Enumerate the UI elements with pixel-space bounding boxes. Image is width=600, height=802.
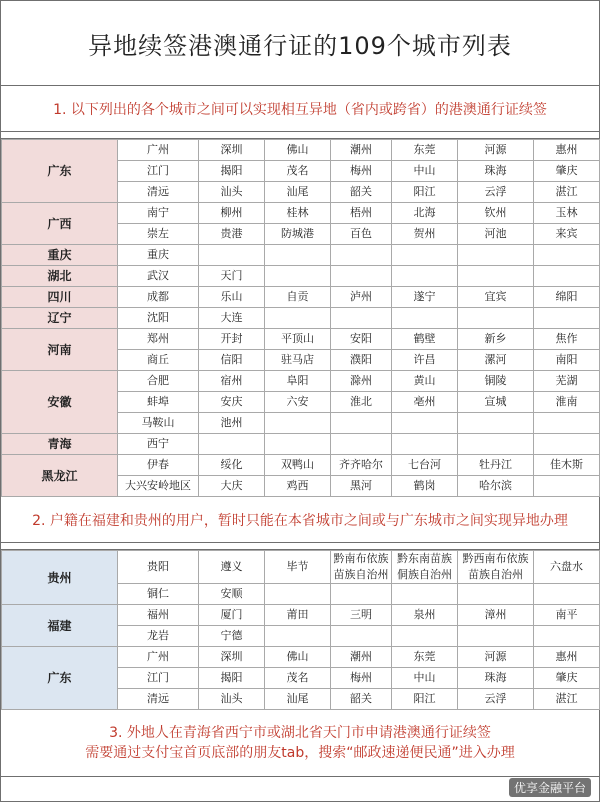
city-cell — [331, 584, 392, 605]
city-cell: 宣城 — [458, 392, 534, 413]
page-title: 异地续签港澳通行证的109个城市列表 — [1, 1, 599, 86]
city-cell: 大连 — [199, 308, 265, 329]
city-cell — [458, 626, 534, 647]
city-cell: 中山 — [392, 161, 458, 182]
city-cell: 汕头 — [199, 689, 265, 710]
city-cell — [331, 434, 392, 455]
city-cell: 柳州 — [199, 203, 265, 224]
city-cell: 宁德 — [199, 626, 265, 647]
city-cell: 佳木斯 — [534, 455, 600, 476]
city-cell — [534, 626, 600, 647]
city-cell: 东莞 — [392, 140, 458, 161]
table-row — [2, 551, 600, 584]
city-cell: 沈阳 — [118, 308, 199, 329]
city-cell: 蚌埠 — [118, 392, 199, 413]
city-cell — [458, 584, 534, 605]
city-cell: 伊春 — [118, 455, 199, 476]
city-cell: 重庆 — [118, 245, 199, 266]
city-cell: 佛山 — [265, 140, 331, 161]
city-cell: 池州 — [199, 413, 265, 434]
city-cell: 桂林 — [265, 203, 331, 224]
city-cell — [458, 434, 534, 455]
city-cell: 商丘 — [118, 350, 199, 371]
city-cell: 百色 — [331, 224, 392, 245]
city-cell: 鹤岗 — [392, 476, 458, 497]
city-cell: 福州 — [118, 605, 199, 626]
city-cell: 云浮 — [458, 689, 534, 710]
city-cell — [458, 413, 534, 434]
city-cell: 贺州 — [392, 224, 458, 245]
city-cell: 濮阳 — [331, 350, 392, 371]
table-row — [2, 266, 600, 287]
table-row — [2, 434, 600, 455]
table-row — [2, 245, 600, 266]
city-cell — [392, 266, 458, 287]
section-2-heading: 2. 户籍在福建和贵州的用户，暂时只能在本省城市之间或与广东城市之间实现异地办理 — [1, 497, 599, 543]
province-label: 广西 — [2, 203, 118, 245]
city-cell: 武汉 — [118, 266, 199, 287]
province-label: 广东 — [2, 647, 118, 710]
city-cell: 安顺 — [199, 584, 265, 605]
city-cell: 贵阳 — [118, 551, 199, 584]
city-cell: 西宁 — [118, 434, 199, 455]
city-cell: 玉林 — [534, 203, 600, 224]
province-label: 贵州 — [2, 551, 118, 605]
city-cell: 滁州 — [331, 371, 392, 392]
city-cell — [458, 308, 534, 329]
section-3-line-1: 3. 外地人在青海省西宁市或湖北省天门市申请港澳通行证续签 — [109, 725, 491, 741]
table-row — [2, 455, 600, 476]
city-cell — [265, 434, 331, 455]
table-row — [2, 329, 600, 350]
city-cell: 黔西南布依族苗族自治州 — [458, 551, 534, 584]
city-cell: 安庆 — [199, 392, 265, 413]
table-row — [2, 605, 600, 626]
city-cell: 双鸭山 — [265, 455, 331, 476]
city-table-1 — [1, 139, 600, 497]
city-cell — [458, 245, 534, 266]
city-cell: 三明 — [331, 605, 392, 626]
city-cell: 湛江 — [534, 182, 600, 203]
city-cell — [392, 626, 458, 647]
city-cell — [534, 434, 600, 455]
city-cell: 广州 — [118, 140, 199, 161]
city-cell: 合肥 — [118, 371, 199, 392]
city-cell: 北海 — [392, 203, 458, 224]
city-cell — [534, 245, 600, 266]
city-cell — [534, 584, 600, 605]
city-cell — [534, 308, 600, 329]
city-cell: 郑州 — [118, 329, 199, 350]
city-cell — [265, 584, 331, 605]
city-cell: 阳江 — [392, 182, 458, 203]
province-label: 福建 — [2, 605, 118, 647]
section-3-heading — [1, 710, 599, 777]
city-cell — [331, 245, 392, 266]
city-cell: 黔南布依族苗族自治州 — [331, 551, 392, 584]
city-cell — [534, 413, 600, 434]
city-cell: 清远 — [118, 689, 199, 710]
city-cell: 来宾 — [534, 224, 600, 245]
city-cell: 漯河 — [458, 350, 534, 371]
city-cell: 开封 — [199, 329, 265, 350]
city-cell: 淮南 — [534, 392, 600, 413]
city-cell: 铜仁 — [118, 584, 199, 605]
city-cell — [534, 476, 600, 497]
city-cell — [392, 245, 458, 266]
city-cell: 惠州 — [534, 140, 600, 161]
city-cell: 厦门 — [199, 605, 265, 626]
city-cell: 牡丹江 — [458, 455, 534, 476]
table-row — [2, 308, 600, 329]
city-cell: 自贡 — [265, 287, 331, 308]
city-cell — [534, 266, 600, 287]
city-cell: 许昌 — [392, 350, 458, 371]
city-cell: 揭阳 — [199, 161, 265, 182]
city-cell: 泉州 — [392, 605, 458, 626]
city-cell: 佛山 — [265, 647, 331, 668]
city-cell: 韶关 — [331, 182, 392, 203]
city-cell: 河源 — [458, 647, 534, 668]
province-label: 辽宁 — [2, 308, 118, 329]
city-table-2 — [1, 550, 600, 710]
city-cell: 梅州 — [331, 668, 392, 689]
city-cell: 绥化 — [199, 455, 265, 476]
city-cell: 湛江 — [534, 689, 600, 710]
city-cell: 江门 — [118, 668, 199, 689]
city-cell: 汕尾 — [265, 182, 331, 203]
province-label: 青海 — [2, 434, 118, 455]
city-cell: 揭阳 — [199, 668, 265, 689]
section-1-heading: 1. 以下列出的各个城市之间可以实现相互异地（省内或跨省）的港澳通行证续签 — [1, 86, 599, 132]
city-cell: 遵义 — [199, 551, 265, 584]
city-cell: 东莞 — [392, 647, 458, 668]
city-cell: 大兴安岭地区 — [118, 476, 199, 497]
table-row — [2, 647, 600, 668]
city-cell — [331, 626, 392, 647]
city-cell — [458, 266, 534, 287]
city-cell — [265, 266, 331, 287]
province-label: 四川 — [2, 287, 118, 308]
spacer — [1, 543, 599, 550]
city-cell — [392, 413, 458, 434]
city-cell: 云浮 — [458, 182, 534, 203]
city-cell: 中山 — [392, 668, 458, 689]
city-cell: 乐山 — [199, 287, 265, 308]
city-cell: 南平 — [534, 605, 600, 626]
city-cell: 防城港 — [265, 224, 331, 245]
city-cell — [331, 308, 392, 329]
city-cell: 深圳 — [199, 647, 265, 668]
city-cell: 遂宁 — [392, 287, 458, 308]
city-cell: 广州 — [118, 647, 199, 668]
city-cell: 崇左 — [118, 224, 199, 245]
section-3-line-2: 需要通过支付宝首页底部的朋友tab，搜索“邮政速递便民通”进入办理 — [85, 745, 515, 761]
city-cell: 潮州 — [331, 647, 392, 668]
city-cell — [392, 434, 458, 455]
city-cell: 河源 — [458, 140, 534, 161]
city-cell: 肇庆 — [534, 668, 600, 689]
city-cell: 漳州 — [458, 605, 534, 626]
city-cell: 韶关 — [331, 689, 392, 710]
city-cell: 齐齐哈尔 — [331, 455, 392, 476]
city-cell: 鹤壁 — [392, 329, 458, 350]
city-cell: 马鞍山 — [118, 413, 199, 434]
city-cell: 深圳 — [199, 140, 265, 161]
city-cell: 南阳 — [534, 350, 600, 371]
city-cell: 绵阳 — [534, 287, 600, 308]
city-cell — [199, 434, 265, 455]
city-cell: 阳江 — [392, 689, 458, 710]
province-label: 湖北 — [2, 266, 118, 287]
city-cell: 大庆 — [199, 476, 265, 497]
city-cell: 焦作 — [534, 329, 600, 350]
city-cell: 泸州 — [331, 287, 392, 308]
city-cell: 惠州 — [534, 647, 600, 668]
city-cell: 平顶山 — [265, 329, 331, 350]
city-cell: 潮州 — [331, 140, 392, 161]
city-cell: 茂名 — [265, 161, 331, 182]
city-cell: 淮北 — [331, 392, 392, 413]
province-label: 河南 — [2, 329, 118, 371]
city-cell: 肇庆 — [534, 161, 600, 182]
city-cell — [392, 308, 458, 329]
city-cell: 鸡西 — [265, 476, 331, 497]
city-cell — [265, 308, 331, 329]
city-cell: 六盘水 — [534, 551, 600, 584]
province-label: 广东 — [2, 140, 118, 203]
city-cell — [331, 266, 392, 287]
spacer — [1, 132, 599, 139]
city-cell: 亳州 — [392, 392, 458, 413]
watermark: 优享金融平台 — [509, 778, 591, 797]
city-cell: 黔东南苗族侗族自治州 — [392, 551, 458, 584]
city-cell — [331, 413, 392, 434]
city-cell — [199, 245, 265, 266]
city-cell: 河池 — [458, 224, 534, 245]
city-cell: 龙岩 — [118, 626, 199, 647]
city-cell — [265, 626, 331, 647]
city-cell: 哈尔滨 — [458, 476, 534, 497]
city-cell — [265, 245, 331, 266]
city-cell: 六安 — [265, 392, 331, 413]
city-cell: 贵港 — [199, 224, 265, 245]
city-cell: 清远 — [118, 182, 199, 203]
city-cell: 天门 — [199, 266, 265, 287]
city-cell: 宜宾 — [458, 287, 534, 308]
city-cell: 毕节 — [265, 551, 331, 584]
province-label: 黑龙江 — [2, 455, 118, 497]
province-label: 重庆 — [2, 245, 118, 266]
city-cell: 莆田 — [265, 605, 331, 626]
city-cell: 钦州 — [458, 203, 534, 224]
city-cell: 新乡 — [458, 329, 534, 350]
table-row — [2, 140, 600, 161]
city-cell: 茂名 — [265, 668, 331, 689]
city-cell — [392, 584, 458, 605]
city-cell: 驻马店 — [265, 350, 331, 371]
city-cell: 阜阳 — [265, 371, 331, 392]
city-cell: 成都 — [118, 287, 199, 308]
city-cell: 黑河 — [331, 476, 392, 497]
city-cell: 铜陵 — [458, 371, 534, 392]
city-cell: 信阳 — [199, 350, 265, 371]
city-cell: 宿州 — [199, 371, 265, 392]
table-row — [2, 371, 600, 392]
city-cell: 南宁 — [118, 203, 199, 224]
city-cell: 珠海 — [458, 161, 534, 182]
city-cell: 汕头 — [199, 182, 265, 203]
table-row — [2, 287, 600, 308]
city-cell: 芜湖 — [534, 371, 600, 392]
province-label: 安徽 — [2, 371, 118, 434]
city-cell: 梧州 — [331, 203, 392, 224]
city-cell: 安阳 — [331, 329, 392, 350]
city-cell: 江门 — [118, 161, 199, 182]
city-cell: 七台河 — [392, 455, 458, 476]
city-cell — [265, 413, 331, 434]
city-cell: 珠海 — [458, 668, 534, 689]
table-row — [2, 203, 600, 224]
city-cell: 梅州 — [331, 161, 392, 182]
city-cell: 黄山 — [392, 371, 458, 392]
city-cell: 汕尾 — [265, 689, 331, 710]
